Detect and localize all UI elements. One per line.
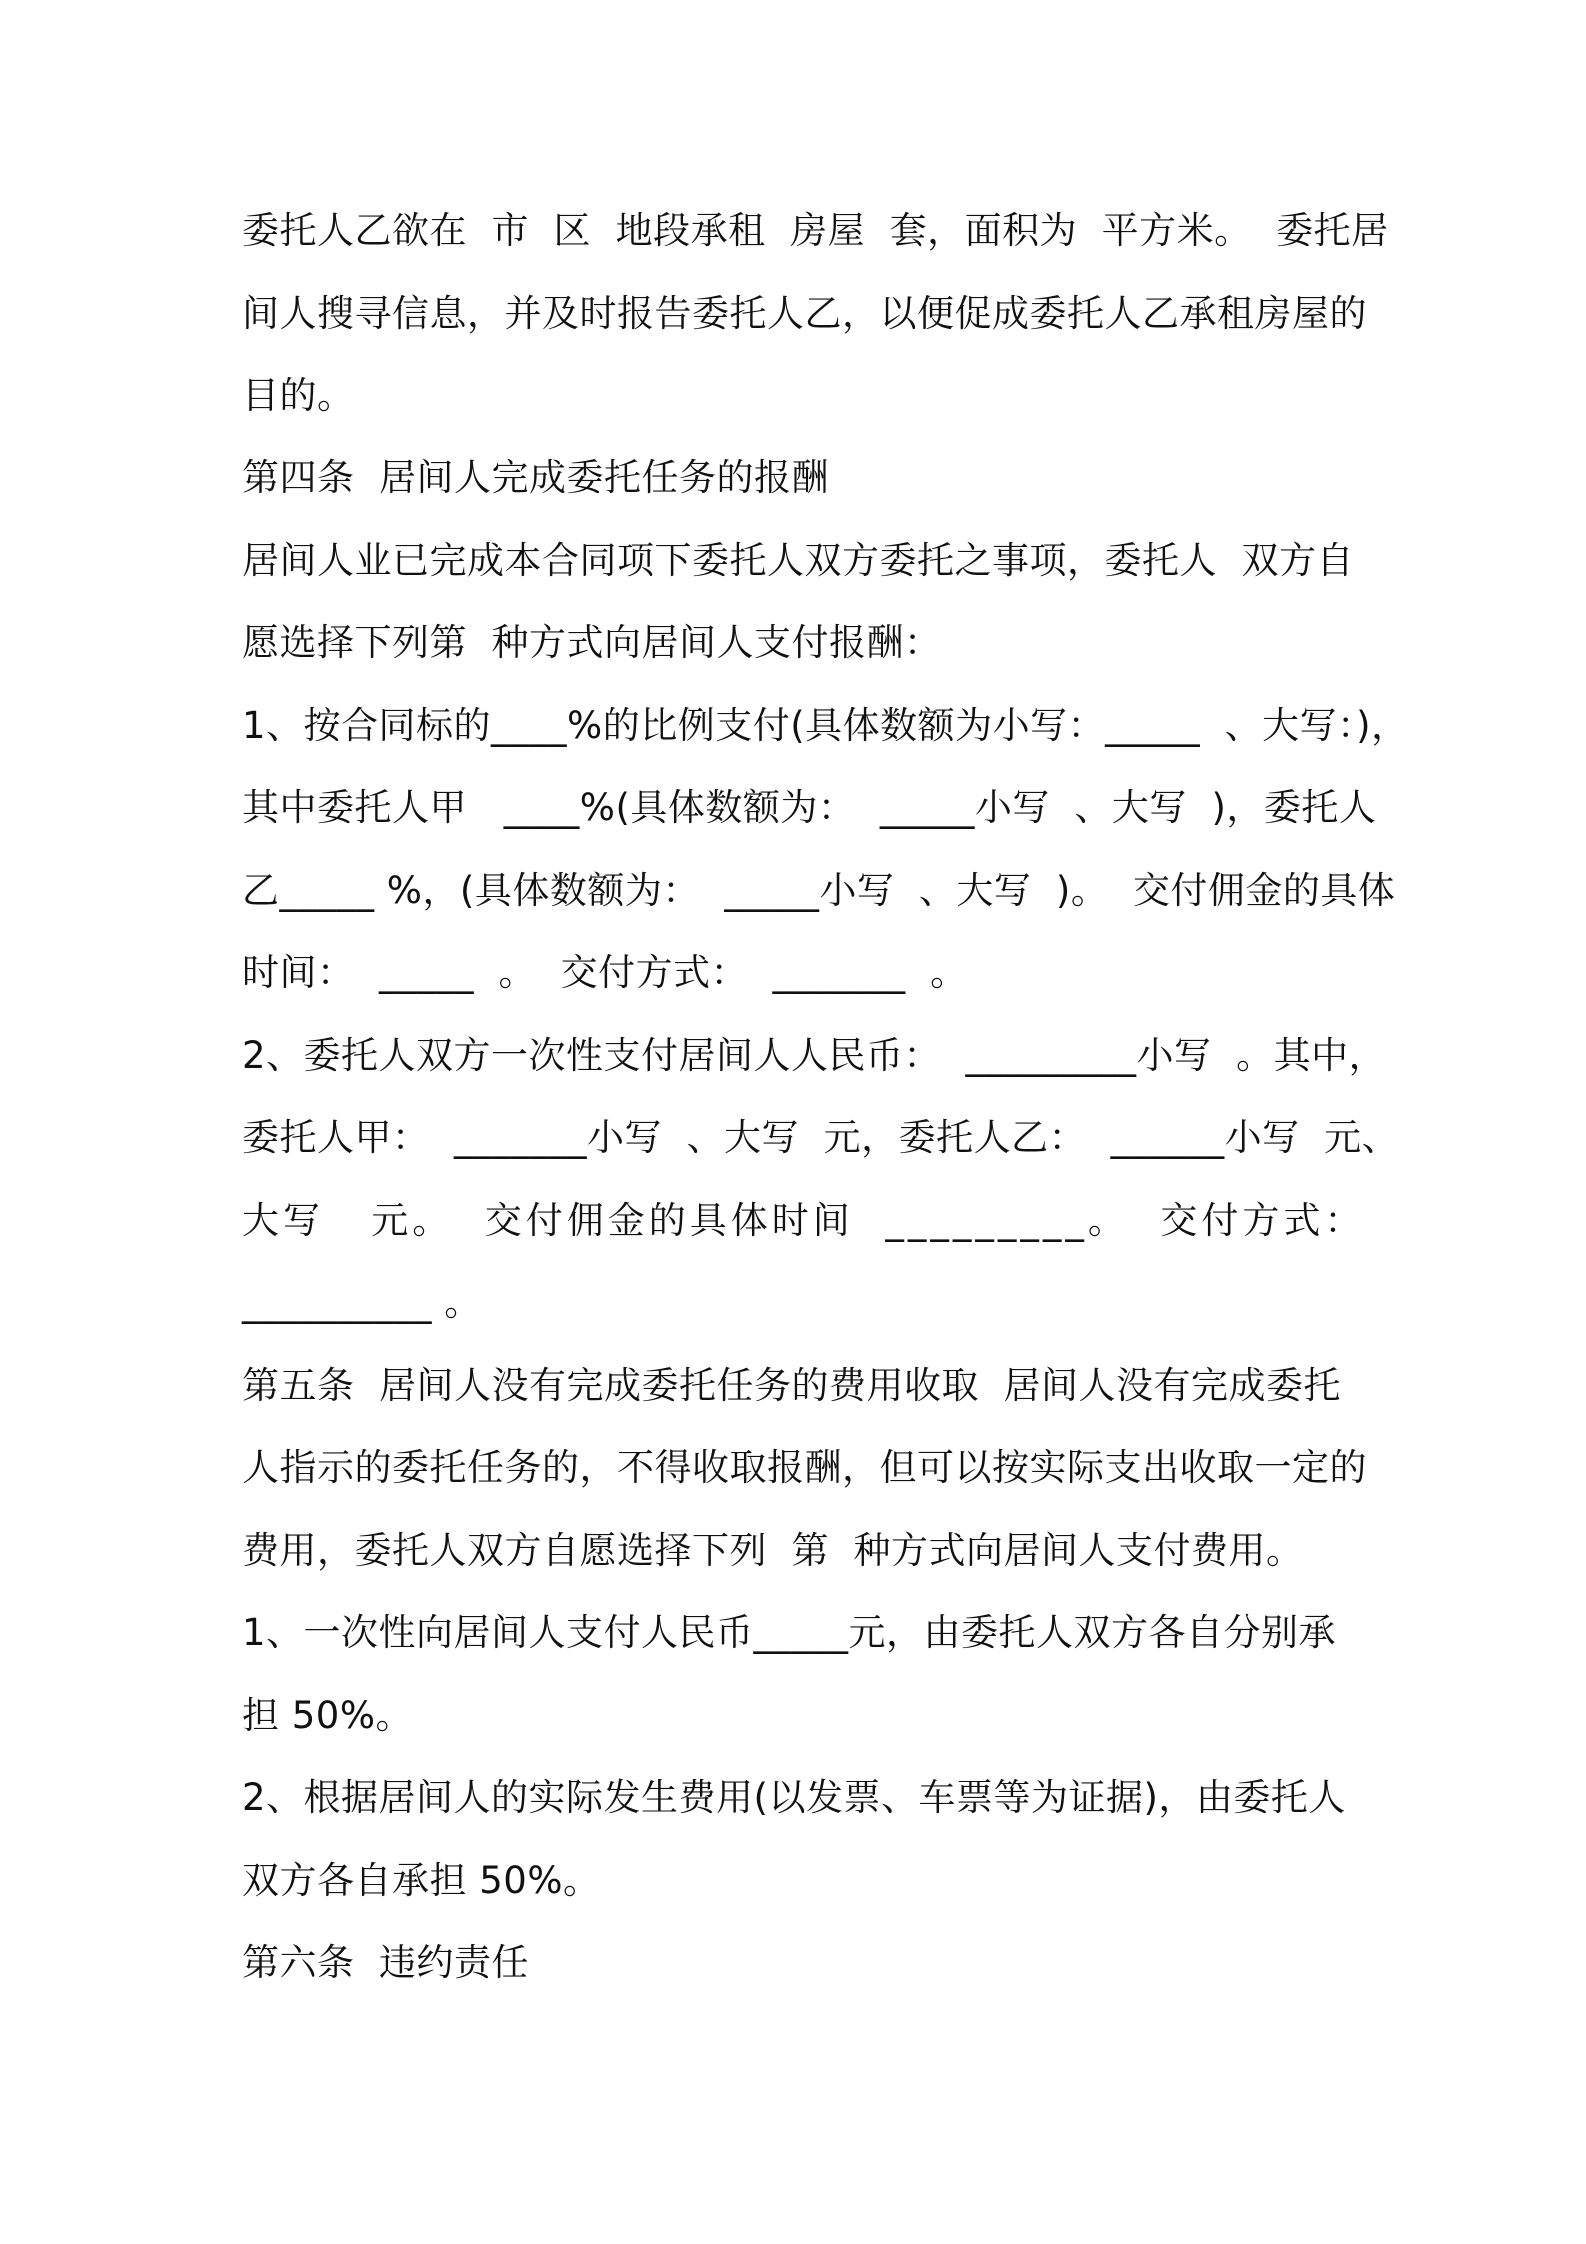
text-line: __________ 。 xyxy=(242,1281,482,1324)
text-line: 时间： _____ 。 交付方式： _______ 。 xyxy=(242,951,968,994)
text-line: 1、按合同标的____%的比例支付(具体数额为小写：_____ 、大写：)， xyxy=(242,704,1409,747)
text-line: 双方各自承担 50%。 xyxy=(242,1859,601,1902)
text-line: 费用，委托人双方自愿选择下列 第 种方式向居间人支付费用。 xyxy=(242,1529,1304,1572)
text-line: 委托人甲： _______小写 、大写 元，委托人乙： ______小写 元、 xyxy=(242,1116,1400,1159)
text-line: 人指示的委托任务的，不得收取报酬，但可以按实际支出收取一定的 xyxy=(242,1446,1367,1489)
section-heading: 第五条 居间人没有完成委托任务的费用收取 居间人没有完成委托 xyxy=(242,1364,1342,1407)
text-line: 愿选择下列第 种方式向居间人支付报酬： xyxy=(242,621,942,664)
text-line: 居间人业已完成本合同项下委托人双方委托之事项，委托人 双方自 xyxy=(242,539,1355,582)
text-line: 间人搜寻信息，并及时报告委托人乙，以便促成委托人乙承租房屋的 xyxy=(242,292,1367,335)
text-line: 2、委托人双方一次性支付居间人人民币： _________小写 。其中， xyxy=(242,1034,1387,1077)
text-line: 其中委托人甲 ____%(具体数额为： _____小写 、大写 )，委托人 xyxy=(242,786,1377,829)
text-line: 委托人乙欲在 市 区 地段承租 房屋 套，面积为 平方米。 委托居 xyxy=(242,209,1389,252)
text-line: 2、根据居间人的实际发生费用(以发票、车票等为证据)，由委托人 xyxy=(242,1776,1346,1819)
text-line: 1、一次性向居间人支付人民币_____元，由委托人双方各自分别承 xyxy=(242,1611,1337,1654)
text-line: 乙_____ %，(具体数额为： _____小写 、大写 )。 交付佣金的具体 xyxy=(242,869,1396,912)
section-heading: 第四条 居间人完成委托任务的报酬 xyxy=(242,456,830,499)
text-line: 大写 元。 交付佣金的具体时间 _________。 交付方式： xyxy=(242,1199,1366,1242)
text-line: 目的。 xyxy=(242,374,355,417)
section-heading: 第六条 违约责任 xyxy=(242,1941,530,1984)
text-line: 担 50%。 xyxy=(242,1694,413,1737)
